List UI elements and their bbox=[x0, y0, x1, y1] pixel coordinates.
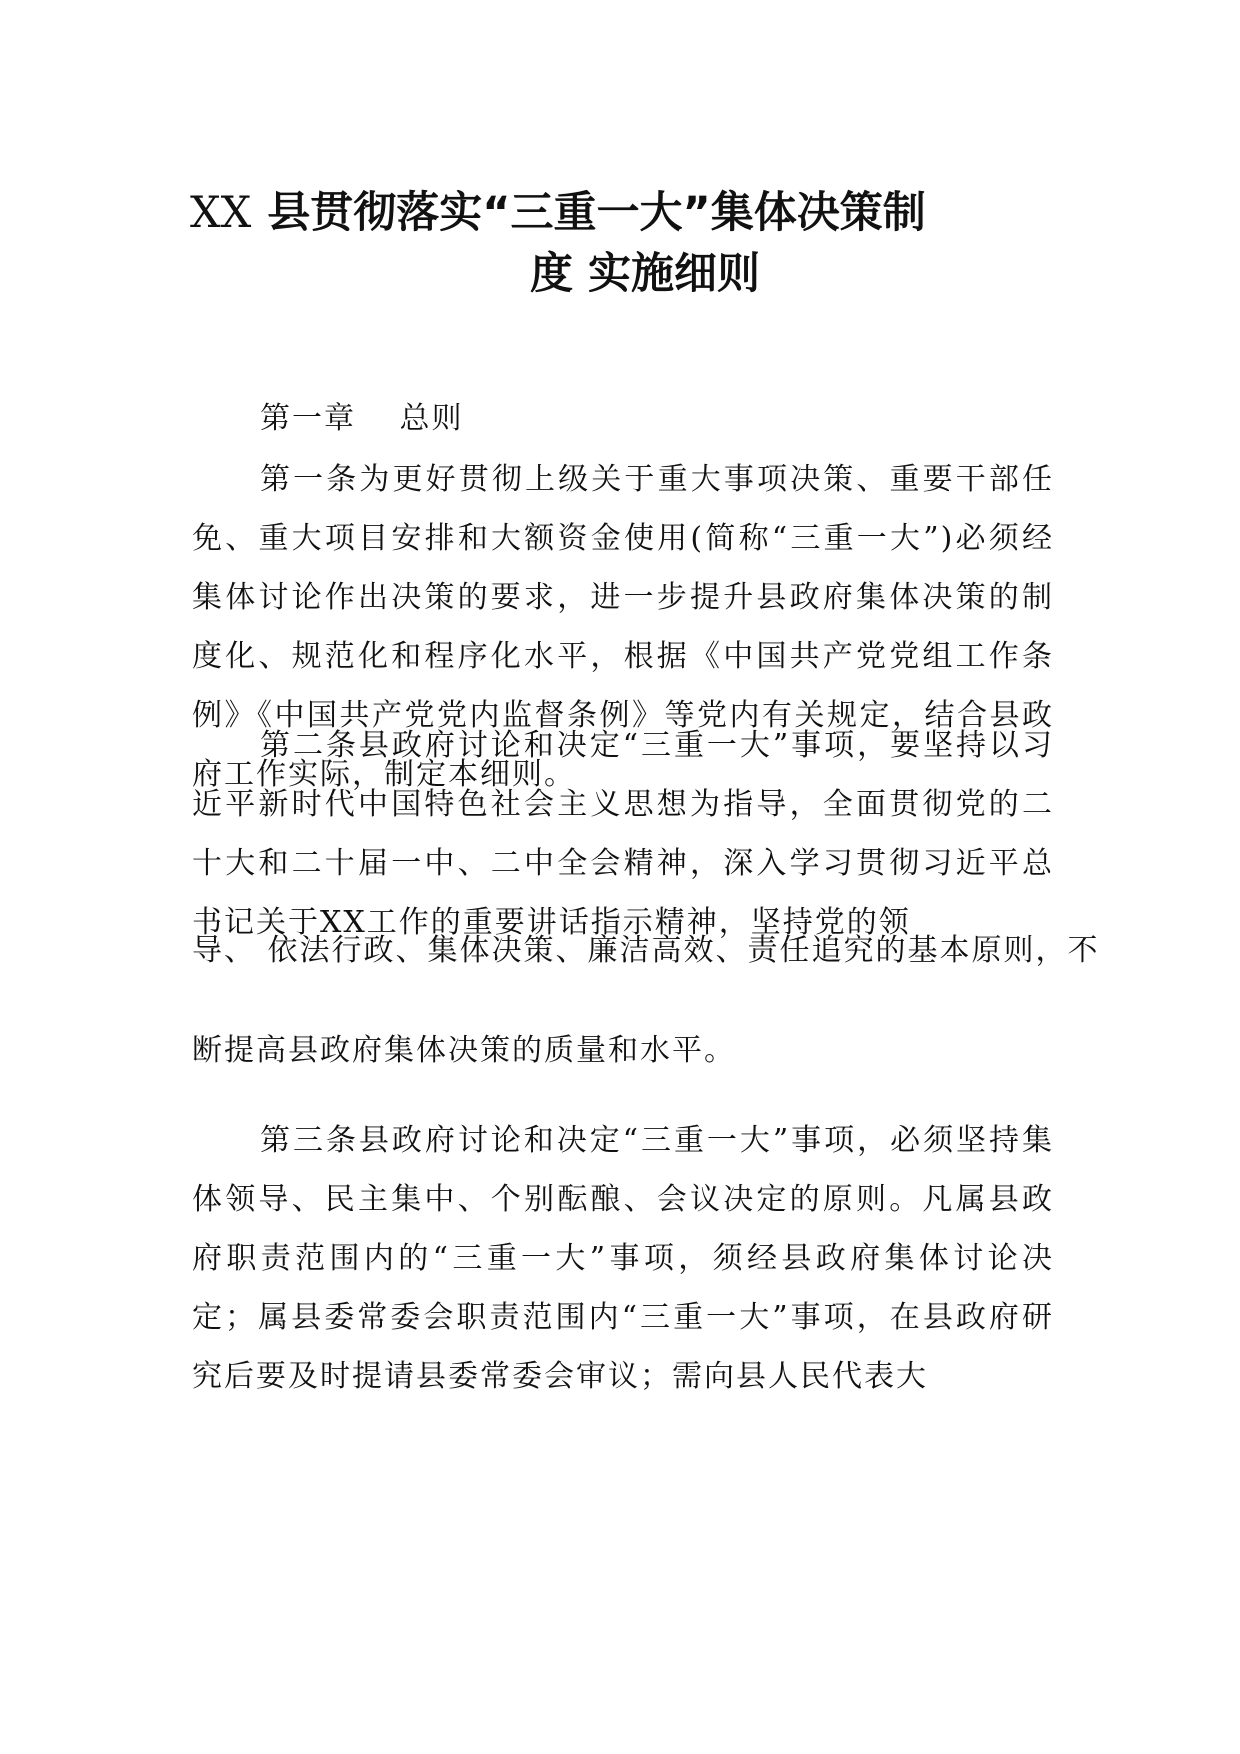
title-prefix: XX bbox=[190, 188, 252, 238]
article-3-paragraph: 第三条县政府讨论和决定“三重一大”事项，必须坚持集体领导、民主集中、个别酝酿、会议决定的原则。凡属县政府职责范围内的“三重一大”事项，须经县政府集体讨论决定；属县委常委会职责范围内“三重一大”事项，在县政府研究后要及时提请县委常委会审议；需向县人民代表大 bbox=[192, 1123, 1054, 1394]
article-2-paragraph: 第二条县政府讨论和决定“三重一大”事项，要坚持以习近平新时代中国特色社会主义思想为指导，全面贯彻党的二十大和二十届一中、二中全会精神，深入学习贯彻习近平总书记关于XX工作的重要讲话指示精神，坚持党的领 bbox=[192, 728, 1054, 940]
document-title-line-2: 度 实施细则 bbox=[530, 249, 760, 299]
article-1-paragraph: 第一条为更好贯彻上级关于重大事项决策、重要干部任免、重大项目安排和大额资金使用(简称“三重一大”)必须经集体讨论作出决策的要求，进一步提升县政府集体决策的制度化、规范化和程序化水平，根据《中国共产党党组工作条例》《中国共产党党内监督条例》等党内有关规定，结合县政府工作实际，制定本细则。 bbox=[192, 462, 1054, 792]
article-2-line-end: 断提高县政府集体决策的质量和水平。 bbox=[192, 1033, 736, 1068]
chapter-heading: 第一章 总则 bbox=[260, 401, 464, 436]
document-title-line-1 bbox=[190, 183, 1070, 243]
article-2-line-continued: 导、 依法行政、集体决策、廉洁高效、责任追究的基本原则，不 bbox=[192, 933, 1100, 968]
title-text-1: 县贯彻落实“三重一大”集体决策制 bbox=[267, 188, 926, 238]
